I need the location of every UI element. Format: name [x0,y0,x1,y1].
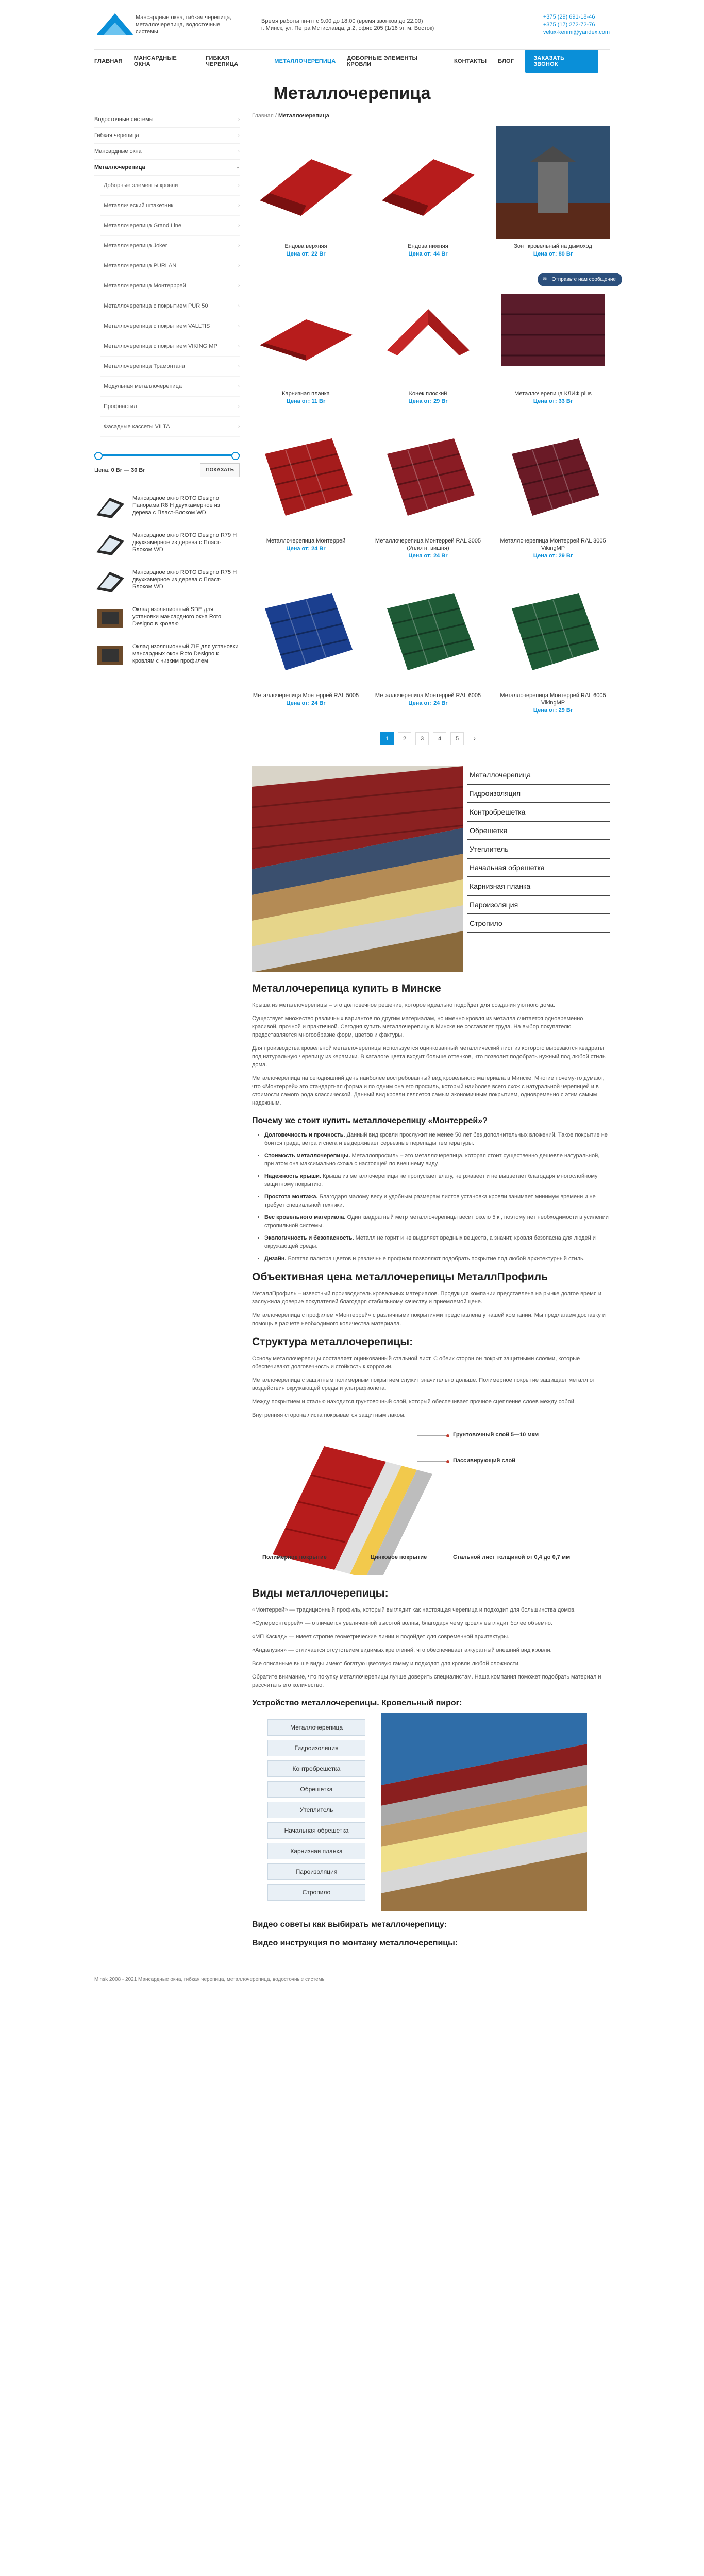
product-name[interactable]: Зонт кровельный на дымоход [514,243,592,249]
featured-product[interactable] [94,495,240,519]
sidebar-subitem[interactable]: Металлочерепица Grand Line › [100,216,240,236]
product-card[interactable] [374,420,482,559]
product-name[interactable]: Металлочерепица Монтеррей [266,538,346,544]
product-price: Цена от: 24 Br [408,700,448,706]
logo-icon [94,9,136,40]
pie-layer-label: Металлочерепица [267,1719,365,1736]
product-card[interactable] [252,273,360,404]
chevron-right-icon: › [238,132,240,138]
sidebar-item[interactable]: Гибкая черепица › [94,128,240,144]
product-thumbnail [94,569,126,594]
phone-1[interactable]: +375 (29) 691-18-46 [543,13,595,20]
struct-label: Полимерное покрытие [262,1554,327,1561]
chevron-right-icon: › [238,343,240,348]
article-subheading: Устройство металлочерепицы. Кровельный пирог: [252,1699,462,1707]
sidebar-subitem[interactable]: Металлочерепица Монтерррей › [100,276,240,296]
main-content [252,112,616,1953]
layer-label: Утеплитель [467,840,610,859]
article-paragraph: Между покрытием и сталью находится грунтовочный слой, который обеспечивает прочное сцепление слоев между собой. [252,1399,576,1405]
sidebar-subitem[interactable]: Доборные элементы кровли › [100,176,240,196]
layer-legend [463,766,610,972]
layer-label: Контробрешетка [467,803,610,822]
sidebar-subitem[interactable]: Профнастил › [100,397,240,417]
product-name[interactable]: Металлочерепица КЛИФ plus [514,391,592,397]
chat-icon: ✉ [542,277,547,282]
product-price: Цена от: 24 Br [408,553,448,559]
sidebar-item[interactable]: Мансардные окна › [94,144,240,160]
page-button[interactable]: 4 [433,732,446,745]
product-grid [252,125,616,714]
chevron-down-icon: ⌄ [236,164,240,170]
article-paragraph: «МП Каскад» — имеет строгие геометрические линии и подойдет для современной архитектуры. [252,1634,510,1640]
article-paragraph: Существует множество различных вариантов по другим материалам, но именно кровля из металла считается одновременно красивой, прочной и практичной. Сегодня купить металлочерепицу в Минске не составляет труда. На выбор покупателю предоставляется многообразие форм, цветов и фактуры. [252,1015,583,1038]
roof-layers-figure [252,766,610,972]
chevron-right-icon: › [238,202,240,208]
product-name[interactable]: Металлочерепица Монтеррей RAL 6005 [375,692,481,699]
featured-product[interactable] [94,643,240,668]
featured-product-name: Мансардное окно ROTO Designo Панорама R8 H двухкамерное из дерева с Пласт-Блоком WD [132,495,220,516]
benefit-item: • Долговечность и прочность. Данный вид кровли прослужит не менее 50 лет без дополнительных вложений. Такое покрытие не боится града, ветра и снега и выдерживает серьезные перепады температуры. [264,1131,610,1147]
layer-label: Металлочерепица [467,766,610,785]
product-image[interactable] [252,574,360,689]
sidebar-subitem[interactable]: Металлочерепица Трамонтана › [100,357,240,377]
product-price: Цена от: 24 Br [286,546,326,552]
pie-layer-label: Гидроизоляция [267,1740,365,1756]
product-image[interactable] [374,273,482,387]
sidebar-item-active[interactable]: Металлочерепица ⌄ [94,160,240,176]
product-price: Цена от: 11 Br [286,398,326,404]
chevron-right-icon: › [238,116,240,122]
struct-label: Пассивирующий слой [453,1458,515,1464]
article-paragraph: «Монтеррей» — традиционный профиль, который выглядит как настоящая черепица и подходит для большинства домов. [252,1607,576,1613]
article-paragraph: Крыша из металлочерепицы – это долговечное решение, которое идеально подойдет для создания уютного дома. [252,1002,555,1008]
article-paragraph: Внутренняя сторона листа покрывается защитным лаком. [252,1412,406,1418]
product-name[interactable]: Карнизная планка [282,391,330,397]
product-thumbnail [94,532,126,556]
product-card[interactable] [252,125,360,257]
sidebar [94,112,240,1953]
layer-label: Пароизоляция [467,896,610,914]
product-name[interactable]: Металлочерепица Монтеррей RAL 5005 [253,692,359,699]
sidebar-subitem[interactable]: Металлический штакетник › [100,196,240,216]
benefit-item: • Вес кровельного материала. Один квадратный метр металлочерепицы весит около 5 кг, поэтому нет необходимости в усилении стропильной системы. [264,1213,610,1230]
featured-product-name: Оклад изоляционный SDE для установки мансардного окна Roto Designo в кровлю [132,606,222,627]
product-image[interactable] [496,574,610,689]
breadcrumb-home[interactable]: Главная [252,113,274,119]
featured-products [94,495,240,668]
product-card[interactable] [496,420,610,559]
article-paragraph: «Андалузия» — отличается отсутствием видимых креплений, что обеспечивает аккуратный внешний вид кровли. [252,1647,552,1653]
struct-label: Цинковое покрытие [371,1554,427,1561]
next-page-button[interactable]: › [474,736,476,742]
footer-text: Minsk 2008 - 2021 Мансардные окна, гибкая черепица, металлочерепица, водосточные системы [94,1977,326,1982]
contact-info [261,18,447,32]
nav-roof-elements[interactable]: ДОБОРНЫЕ ЭЛЕМЕНТЫ КРОВЛИ [347,55,418,67]
featured-product[interactable] [94,532,240,556]
pie-layer-label: Начальная обрешетка [267,1822,365,1839]
page-button[interactable]: 3 [415,732,429,745]
article-subheading: Видео инструкция по монтажу металлочерепицы: [252,1939,458,1947]
product-image[interactable] [252,273,360,387]
article-paragraph: Металлочерепица на сегодняшний день наиболее востребованный вид кровельного материала в Минске. Многие почему-то думают, что «Монтеррей» это стандартная форма и по одним она его профиль, который наиболее всего схож с натуральной черепицей и в стоимости самого рода классической. Данный вид кровли является самым экономичным покрытием, одновременно с этим самым надежным. [252,1075,605,1106]
benefit-item: • Экологичность и безопасность. Металл не горит и не выделяет вредных веществ, а значит, кровля безопасна для людей и окружающей среды. [264,1234,610,1250]
page-button[interactable]: 1 [380,732,394,745]
product-image[interactable] [252,420,360,534]
layer-label: Гидроизоляция [467,785,610,803]
order-call-button[interactable]: ЗАКАЗАТЬ ЗВОНОК [525,50,598,73]
breadcrumb-current: Металлочерепица [278,113,329,119]
nav-flexible-tile[interactable]: ГИБКАЯ ЧЕРЕПИЦА [206,55,239,67]
pie-layer-label: Обрешетка [267,1781,365,1798]
product-price: Цена от: 44 Br [408,251,448,257]
article-heading: Структура металлочерепицы: [252,1336,413,1348]
article-heading: Металлочерепица купить в Минске [252,982,441,994]
product-price: Цена от: 29 Br [408,398,448,404]
phone-2[interactable]: +375 (17) 272-72-76 [543,21,595,28]
article-paragraph: Для производства кровельной металлочерепицы используется оцинкованный металлический лист из которого вырезаются квадраты под натуральную черепицу из керамики. В каталоге цвета входит больше оттенков, что позволит подобрать нужный под любой стиль дома. [252,1045,606,1068]
benefit-item: • Простота монтажа. Благодаря малому весу и удобным размерам листов установка кровли занимает минимум времени и не требует специальной техники. [264,1193,610,1209]
struct-label: Грунтовочный слой 5—10 мкм [453,1432,539,1438]
product-image[interactable] [374,574,482,689]
email[interactable]: velux-kerimi@yandex.com [543,29,610,36]
product-price: Цена от: 29 Br [533,707,573,714]
article [252,766,610,1948]
subcategory-list [94,176,240,437]
roof-pie-legend [252,1713,381,1911]
sidebar-subitem[interactable]: Металлочерепица с покрытием PUR 50 › [100,296,240,316]
product-card[interactable] [374,574,482,714]
roof-pie-image [381,1713,610,1911]
product-thumbnail [94,495,126,519]
pagination [252,732,610,745]
address: г. Минск, ул. Петра Мстиславца, д.2, офис 205 (1/16 эт. м. Восток) [261,25,434,31]
product-price: Цена от: 80 Br [533,251,573,257]
chevron-right-icon: › [238,182,240,188]
chevron-right-icon: › [238,303,240,308]
product-price: Цена от: 22 Br [286,251,326,257]
product-price: Цена от: 24 Br [286,700,326,706]
article-heading: Объективная цена металлочерепицы МеталлПрофиль [252,1271,548,1283]
sidebar-subitem[interactable]: Металлочерепица с покрытием VALLTIS › [100,316,240,336]
structure-diagram [252,1426,610,1575]
chevron-right-icon: › [238,223,240,228]
product-price: Цена от: 29 Br [533,553,573,559]
benefit-item: • Дизайн. Богатая палитра цветов и различные профили позволяют подобрать покрытие под любой архитектурный стиль. [264,1255,610,1263]
article-subheading: Видео советы как выбирать металлочерепицу: [252,1920,447,1929]
product-image[interactable] [252,125,360,240]
phones [543,13,610,37]
show-button[interactable]: ПОКАЗАТЬ [200,463,240,477]
chevron-right-icon: › [238,263,240,268]
product-image[interactable] [496,420,610,534]
article-paragraph: МеталлПрофиль – известный производитель кровельных материалов. Продукция компании представлена на рынке долгое время и заслужила доверие покупателей благодаря стабильному качеству и приемлемой цене. [252,1291,601,1305]
pie-layer-label: Контробрешетка [267,1760,365,1777]
chevron-right-icon: › [238,283,240,288]
article-paragraph: Обратите внимание, что покупку металлочерепицы лучше доверить специалистам. Наша компания поможет подобрать материал и рассчитать его количество. [252,1674,601,1688]
product-thumbnail [94,606,126,631]
sidebar-subitem[interactable]: Металлочерепица PURLAN › [100,256,240,276]
product-name[interactable]: Ендова нижняя [408,243,448,249]
product-name[interactable]: Ендова верхняя [284,243,327,249]
breadcrumb: Главная / Металлочерепица [252,113,329,119]
header [94,0,610,49]
product-image[interactable] [496,273,616,387]
article-paragraph: Все описанные выше виды имеют богатую цветовую гамму и подходят для кровли любой сложности. [252,1660,520,1667]
chevron-right-icon: › [238,363,240,368]
article-heading: Виды металлочерепицы: [252,1587,389,1599]
benefit-item: • Стоимость металлочерепицы. Металлопрофиль – это металлочерепица, которая стоит существенно дешевле натуральной, при этом она максимально схожа с настоящей по внешнему виду. [264,1151,610,1168]
product-price: Цена от: 33 Br [533,398,573,404]
product-image[interactable] [496,125,610,240]
product-card[interactable] [496,574,610,714]
layer-label: Карнизная планка [467,877,610,896]
roof-layers-image [252,766,463,972]
product-card[interactable] [252,420,360,559]
product-name[interactable]: Металлочерепица Монтеррей RAL 3005 VikingMP [500,538,606,551]
article-paragraph: Металлочерепица с защитным полимерным покрытием служит значительно дольше. Полимерное покрытие защищает металл от воздействия окружающей среды и ультрафиолета. [252,1377,595,1392]
sidebar-item[interactable]: Водосточные системы › [94,112,240,128]
pie-layer-label: Пароизоляция [267,1863,365,1880]
sidebar-subitem[interactable]: Модульная металлочерепица › [100,377,240,397]
product-image[interactable] [374,420,482,534]
sidebar-subitem[interactable]: Металлочерепица Joker › [100,236,240,256]
page-title: Металлочерепица [273,83,431,103]
footer [94,1968,610,1994]
logo-text: Мансардные окна, гибкая черепица, металлочерепица, водосточные системы [136,14,232,35]
price-filter [94,446,240,482]
main-nav [94,49,610,73]
chevron-right-icon: › [238,403,240,409]
product-card[interactable] [496,273,616,404]
article-subheading: Почему же стоит купить металлочерепицу «Монтеррей»? [252,1116,488,1125]
product-card[interactable] [374,273,482,404]
nav-blog[interactable]: БЛОГ [498,58,514,64]
sidebar-subitem[interactable]: Металлочерепица с покрытием VIKING MP › [100,336,240,357]
product-name[interactable]: Металлочерепица Монтеррей RAL 6005 VikingMP [500,692,606,706]
price-slider[interactable] [94,454,240,456]
chevron-right-icon: › [238,423,240,429]
chevron-right-icon: › [238,243,240,248]
product-name[interactable]: Металлочерепица Монтеррей RAL 3005 (Уплотн. вишня) [375,538,481,551]
price-range: Цена: 0 Br — 30 Br [94,467,145,473]
pie-layer-label: Утеплитель [267,1802,365,1818]
article-paragraph: «Супермонтеррей» — отличается увеличенной высотой волны, благодаря чему кровля выглядит более объемно. [252,1620,552,1626]
product-image[interactable] [374,125,482,240]
featured-product-name: Мансардное окно ROTO Designo R79 H двухкамерное из дерева с Пласт-Блоком WD [132,532,237,553]
page-button[interactable]: 5 [450,732,464,745]
chevron-right-icon: › [238,323,240,328]
work-hours: Время работы пн-пт с 9.00 до 18.00 (время звонков до 22.00) [261,18,423,24]
article-paragraph: Металлочерепица с профилем «Монтеррей» с различными покрытиями представлена у нашей компании. Мы предлагаем доставку и помощь в расчете необходимого количества материала. [252,1312,606,1327]
product-card[interactable] [374,125,482,257]
product-thumbnail [94,643,126,668]
struct-label: Стальной лист толщиной от 0,4 до 0,7 мм [453,1554,571,1561]
chat-widget-button[interactable]: ✉ Отправьте нам сообщение [538,273,623,286]
article-paragraph: Основу металлочерепицы составляет оцинкованный стальной лист. С обеих сторон он покрыт защитными слоями, которые обеспечивают долговечность и стойкость к коррозии. [252,1355,580,1370]
product-name[interactable]: Конек плоский [409,391,447,397]
featured-product-name: Мансардное окно ROTO Designo R75 H двухкамерное из дерева с Пласт-Блоком WD [132,569,237,590]
layer-label: Начальная обрешетка [467,859,610,877]
category-list [94,112,240,437]
featured-product[interactable] [94,569,240,594]
pie-layer-label: Стропило [267,1884,365,1901]
featured-product[interactable] [94,606,240,631]
benefits-list [264,1131,610,1263]
product-card[interactable] [496,125,610,257]
page-button[interactable]: 2 [398,732,411,745]
nav-contacts[interactable]: КОНТАКТЫ [454,58,487,64]
benefit-item: • Надежность крыши. Крыша из металлочерепицы не пропускает влагу, не ржавеет и не выцветает благодаря многослойному защитному покрытию. [264,1172,610,1189]
layer-label: Стропило [467,914,610,933]
nav-metal-tile[interactable]: МЕТАЛЛОЧЕРЕПИЦА [274,58,336,64]
chevron-right-icon: › [238,148,240,154]
nav-home[interactable]: ГЛАВНАЯ [94,58,123,64]
layer-label: Обрешетка [467,822,610,840]
featured-product-name: Оклад изоляционный ZIE для установки мансардных окон Roto Designo к кровлям с низким профилем [132,643,239,664]
product-card[interactable] [252,574,360,714]
sidebar-subitem[interactable]: Фасадные кассеты VILTA › [100,417,240,437]
roof-pie-figure [252,1713,610,1911]
chevron-right-icon: › [238,383,240,388]
pie-layer-label: Карнизная планка [267,1843,365,1859]
logo[interactable] [94,9,249,40]
nav-roof-windows[interactable]: МАНСАРДНЫЕ ОКНА [133,55,177,67]
